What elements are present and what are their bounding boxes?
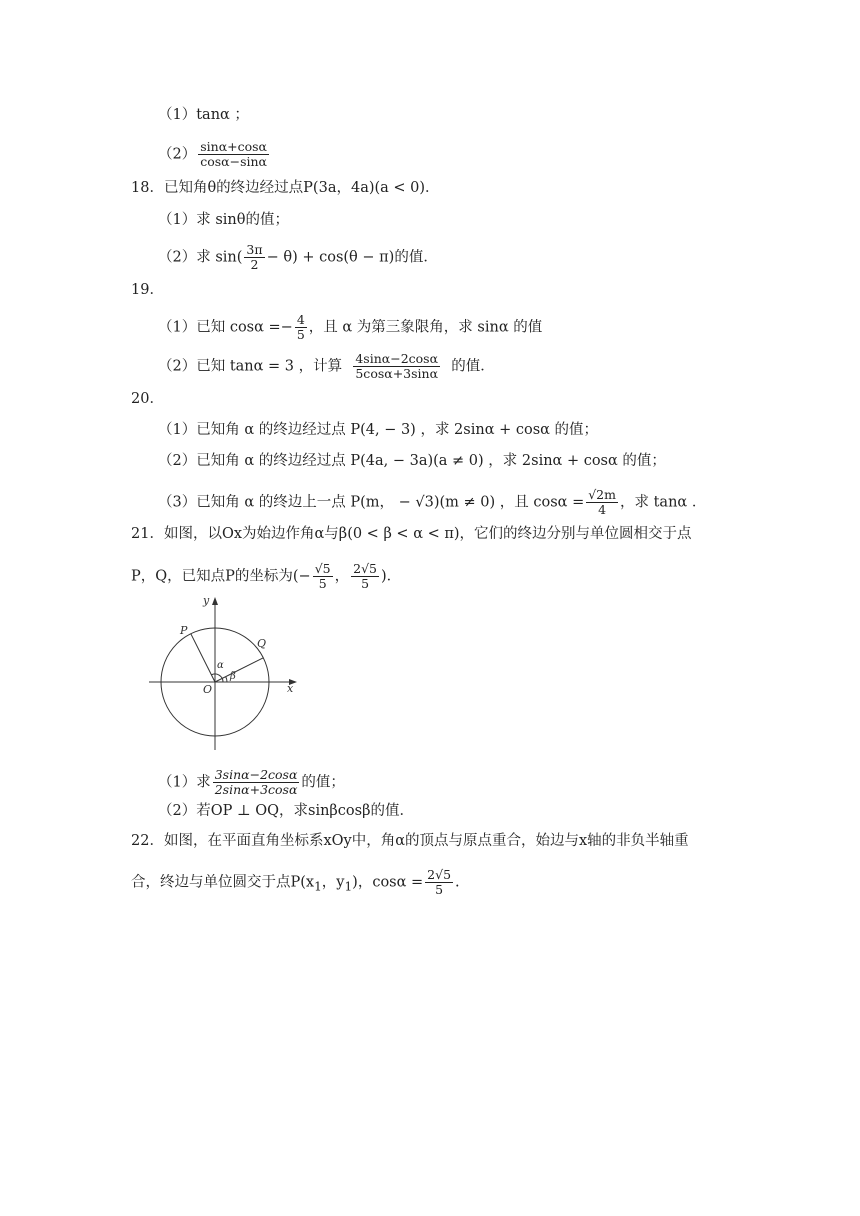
label-y: y xyxy=(203,594,210,607)
subscript: 1 xyxy=(314,879,322,894)
q22-text-cos: )，cosα = xyxy=(352,874,424,891)
q17-part1: （1）tanα ； xyxy=(158,107,249,123)
q21-part2: （2）若OP ⊥ OQ，求sinβcosβ的值． xyxy=(158,803,414,819)
fraction-denominator: 2 xyxy=(250,257,259,272)
q21-fraction xyxy=(213,768,300,797)
q18-fraction xyxy=(244,243,264,272)
beta-arc xyxy=(226,677,227,682)
q21-fraction-x xyxy=(313,562,333,591)
q18-stem: 18．已知角θ的终边经过点P(3a，4a)(a < 0)． xyxy=(131,180,440,196)
q17-part2 xyxy=(158,140,271,169)
fraction-denominator: 5 xyxy=(361,576,370,591)
label-beta: β xyxy=(230,671,236,682)
q19-part1-text-end: ，且 α 为第三象限角，求 sinα 的值 xyxy=(308,319,543,336)
fraction-numerator: √2m xyxy=(588,487,616,502)
q21-stem-text-end: )． xyxy=(381,568,402,585)
q22-stem-line1: 22．如图，在平面直角坐标系xOy中，角α的顶点与原点重合，始边与x轴的非负半轴重 xyxy=(131,833,689,849)
fraction-numerator: 4sinα−2cosα xyxy=(355,351,439,366)
q19-part1 xyxy=(158,313,542,342)
q20-part2: （2）已知角 α 的终边经过点 P(4a, − 3a)(a ≠ 0) ，求 2sinα + cosα 的值； xyxy=(158,453,666,469)
subscript: 1 xyxy=(344,879,353,894)
fraction-numerator: 3sinα−2cosα xyxy=(214,767,298,782)
q21-stem-line1: 21．如图，以Ox为始边作角α与β(0 < β < α < π)，它们的终边分别与单位圆相交于点 xyxy=(131,526,692,542)
fraction-denominator: 5 xyxy=(318,576,327,591)
q19-part2 xyxy=(158,352,495,381)
q22-stem-line2 xyxy=(131,868,460,897)
fraction-numerator: 3π xyxy=(246,242,263,257)
fraction-numerator: 4 xyxy=(296,312,305,327)
q21-part1 xyxy=(158,768,345,797)
q19-stem: 19． xyxy=(131,282,164,298)
q20-part3-text-end: ，求 tanα ． xyxy=(620,494,707,511)
fraction-denominator: 2sinα+3cosα xyxy=(214,782,298,797)
q20-part1: （1）已知角 α 的终边经过点 P(4, − 3) ，求 2sinα + cosα 的值； xyxy=(158,422,599,438)
y-axis-arrow-icon xyxy=(212,597,218,605)
fraction-denominator: 5 xyxy=(296,327,305,342)
q20-part3-text: （3）已知角 α 的终边上一点 P(m， − √3)(m ≠ 0) ，且 cosα = xyxy=(158,494,585,511)
q19-fraction-1 xyxy=(295,313,307,342)
fraction-denominator: cosα−sinα xyxy=(200,154,267,169)
label-x: x xyxy=(287,682,294,695)
q18-part2-text: （2）求 sin( xyxy=(158,249,243,266)
q19-part2-text-end: 的值． xyxy=(451,358,495,375)
q21-stem-text: P，Q，已知点P的坐标为(− xyxy=(131,568,311,585)
q19-part1-text: （1）已知 cosα =− xyxy=(158,319,293,336)
fraction-numerator: √5 xyxy=(314,561,331,576)
fraction-denominator: 4 xyxy=(598,502,607,517)
q22-fraction xyxy=(425,868,453,897)
q20-part3 xyxy=(158,488,706,517)
q21-part1-text: （1）求 xyxy=(158,774,211,791)
q21-part1-text-end: 的值； xyxy=(301,774,345,791)
q22-text: 合，终边与单位圆交于点P(x xyxy=(131,874,315,891)
q17-fraction xyxy=(198,140,269,169)
q22-text-mid: ，y xyxy=(321,874,345,891)
ray-op xyxy=(191,634,215,682)
fraction-numerator: 2√5 xyxy=(353,561,378,576)
q18-part2-text-end: − θ) + cos(θ − π)的值． xyxy=(266,249,438,266)
q19-part2-text: （2）已知 tanα = 3 ，计算 xyxy=(158,358,343,375)
q21-fraction-y xyxy=(351,562,379,591)
fraction-denominator: 5cosα+3sinα xyxy=(355,366,439,381)
fraction-numerator: 2√5 xyxy=(427,867,452,882)
q18-part1: （1）求 sinθ的值； xyxy=(158,212,289,228)
q21-stem-line2 xyxy=(131,562,401,591)
unit-circle-figure xyxy=(145,592,305,752)
fraction-denominator: 5 xyxy=(435,882,444,897)
label-q: Q xyxy=(257,637,267,650)
label-p: P xyxy=(180,624,188,637)
fraction-numerator: sinα+cosα xyxy=(200,139,267,154)
q19-fraction-2 xyxy=(353,352,440,381)
q21-stem-sep: ， xyxy=(334,568,350,585)
q20-stem: 20． xyxy=(131,391,164,407)
q18-part2 xyxy=(158,243,438,272)
q17-part2-label: （2） xyxy=(158,146,197,163)
label-alpha: α xyxy=(217,660,224,671)
label-o: O xyxy=(203,683,213,696)
q22-text-end: . xyxy=(455,874,460,891)
q20-fraction xyxy=(586,488,618,517)
